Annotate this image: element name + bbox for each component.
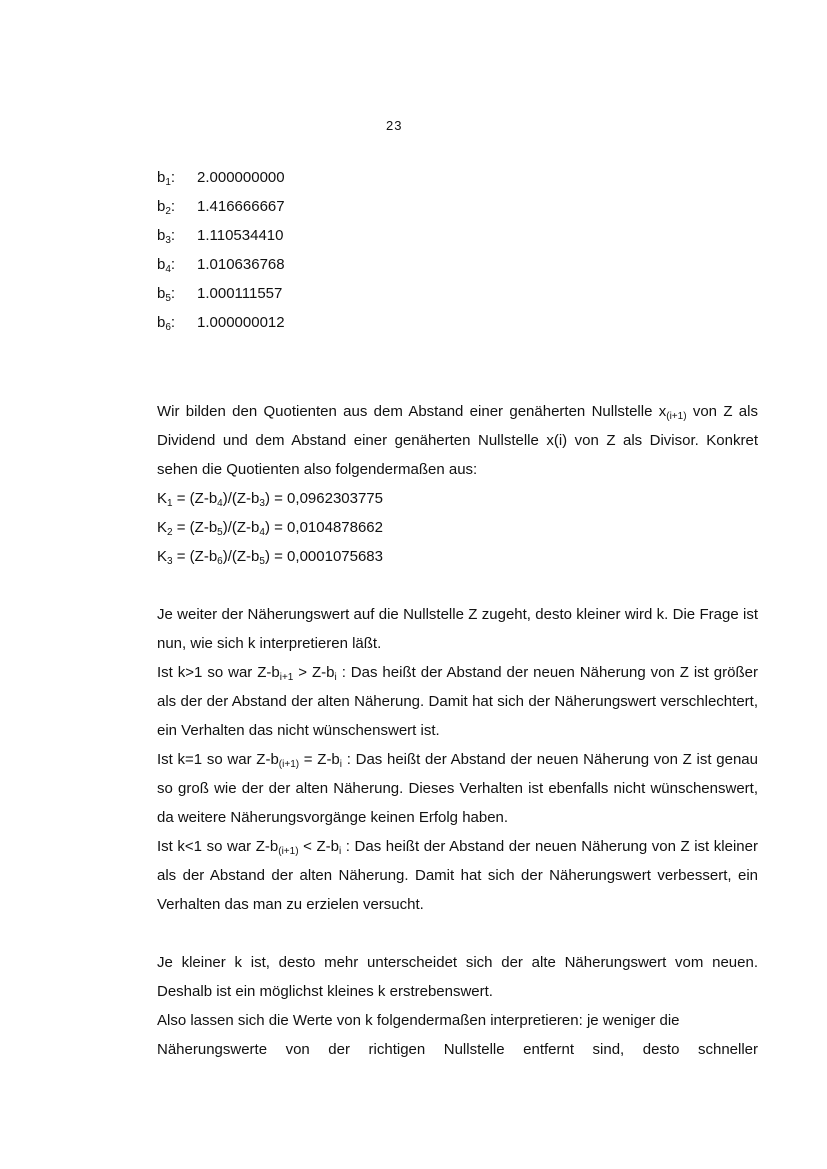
- b-value: 1.110534410: [197, 227, 284, 244]
- b-label: $b_5$:: [157, 285, 176, 304]
- quotient-line: $K_2 = (Z-b_5)/(Z-b_4) = 0,0104878662$: [157, 519, 383, 538]
- b-row: [157, 284, 285, 313]
- paragraph-quotient-intro: Wir bilden den Quotienten aus dem Abstand einer genäherten Nullstelle $x_{(i+1)}$ von Z als Dividend und dem Abstand einer genäherten Nullstelle x(i) von Z als Divisor. Konkret sehen die Quotienten also folgendermaßen aus:: [157, 403, 758, 478]
- paragraph-interpretation: Je weiter der Näherungswert auf die Nullstelle Z zugeht, desto kleiner wird k. Die Frage ist nun, wie sich k interpretieren läßt.: [157, 606, 758, 652]
- b-row: [157, 313, 285, 342]
- b-label: $b_4$:: [157, 256, 176, 275]
- b-values-list: [157, 168, 285, 342]
- b-row: [157, 197, 285, 226]
- paragraph-conclusion: Also lassen sich die Werte von k folgendermaßen interpretieren: je weniger die: [157, 1012, 680, 1029]
- b-value: 2.000000000: [197, 169, 285, 186]
- quotient-line: $K_1 = (Z-b_4)/(Z-b_3) = 0,0962303775$: [157, 490, 383, 509]
- b-row: [157, 255, 285, 284]
- paragraph-case-equal: Ist k=1 so war $Z-b_{(i+1)} = Z-b_i$ : Das heißt der Abstand der neuen Näherung von Z ist genau so groß wie der der alten Näherung. Dieses Verhalten ist ebenfalls nicht wünschenswert, da weitere Näherungsvorgänge keinen Erfolg haben.: [157, 751, 758, 826]
- paragraph-conclusion-last-line: Näherungswerte von der richtigen Nullstelle entfernt sind, desto schneller: [157, 1041, 758, 1058]
- b-label: $b_2$:: [157, 198, 176, 217]
- b-row: [157, 168, 285, 197]
- b-value: 1.010636768: [197, 256, 285, 273]
- b-label: $b_3$:: [157, 227, 176, 246]
- body-text: [157, 397, 758, 1064]
- b-value: 1.000000012: [197, 314, 285, 331]
- b-label: $b_6$:: [157, 314, 176, 333]
- page-number: 23: [386, 118, 403, 133]
- b-row: [157, 226, 285, 255]
- paragraph-smaller-k: Je kleiner k ist, desto mehr unterscheidet sich der alte Näherungswert vom neuen. Deshalb ist ein möglichst kleines k erstrebenswert.: [157, 954, 758, 1000]
- paragraph-case-less: Ist k<1 so war $Z-b_{(i+1)} < Z-b_i$ : Das heißt der Abstand der neuen Näherung von Z ist kleiner als der Abstand der alten Näherung. Damit hat sich der Näherungswert verbessert, ein Verhalten das man zu erzielen versucht.: [157, 838, 758, 913]
- b-value: 1.000111557: [197, 285, 283, 302]
- quotient-line: $K_3 = (Z-b_6)/(Z-b_5) = 0,0001075683$: [157, 548, 383, 567]
- b-label: $b_1$:: [157, 169, 176, 188]
- paragraph-case-greater: Ist k>1 so war $Z-b_{i+1} > Z-b_i$ : Das heißt der Abstand der neuen Näherung von Z ist größer als der der Abstand der alten Näherung. Damit hat sich der Näherungswert verschlechtert, ein Verhalten das nicht wünschenswert ist.: [157, 664, 758, 739]
- b-value: 1.416666667: [197, 198, 285, 215]
